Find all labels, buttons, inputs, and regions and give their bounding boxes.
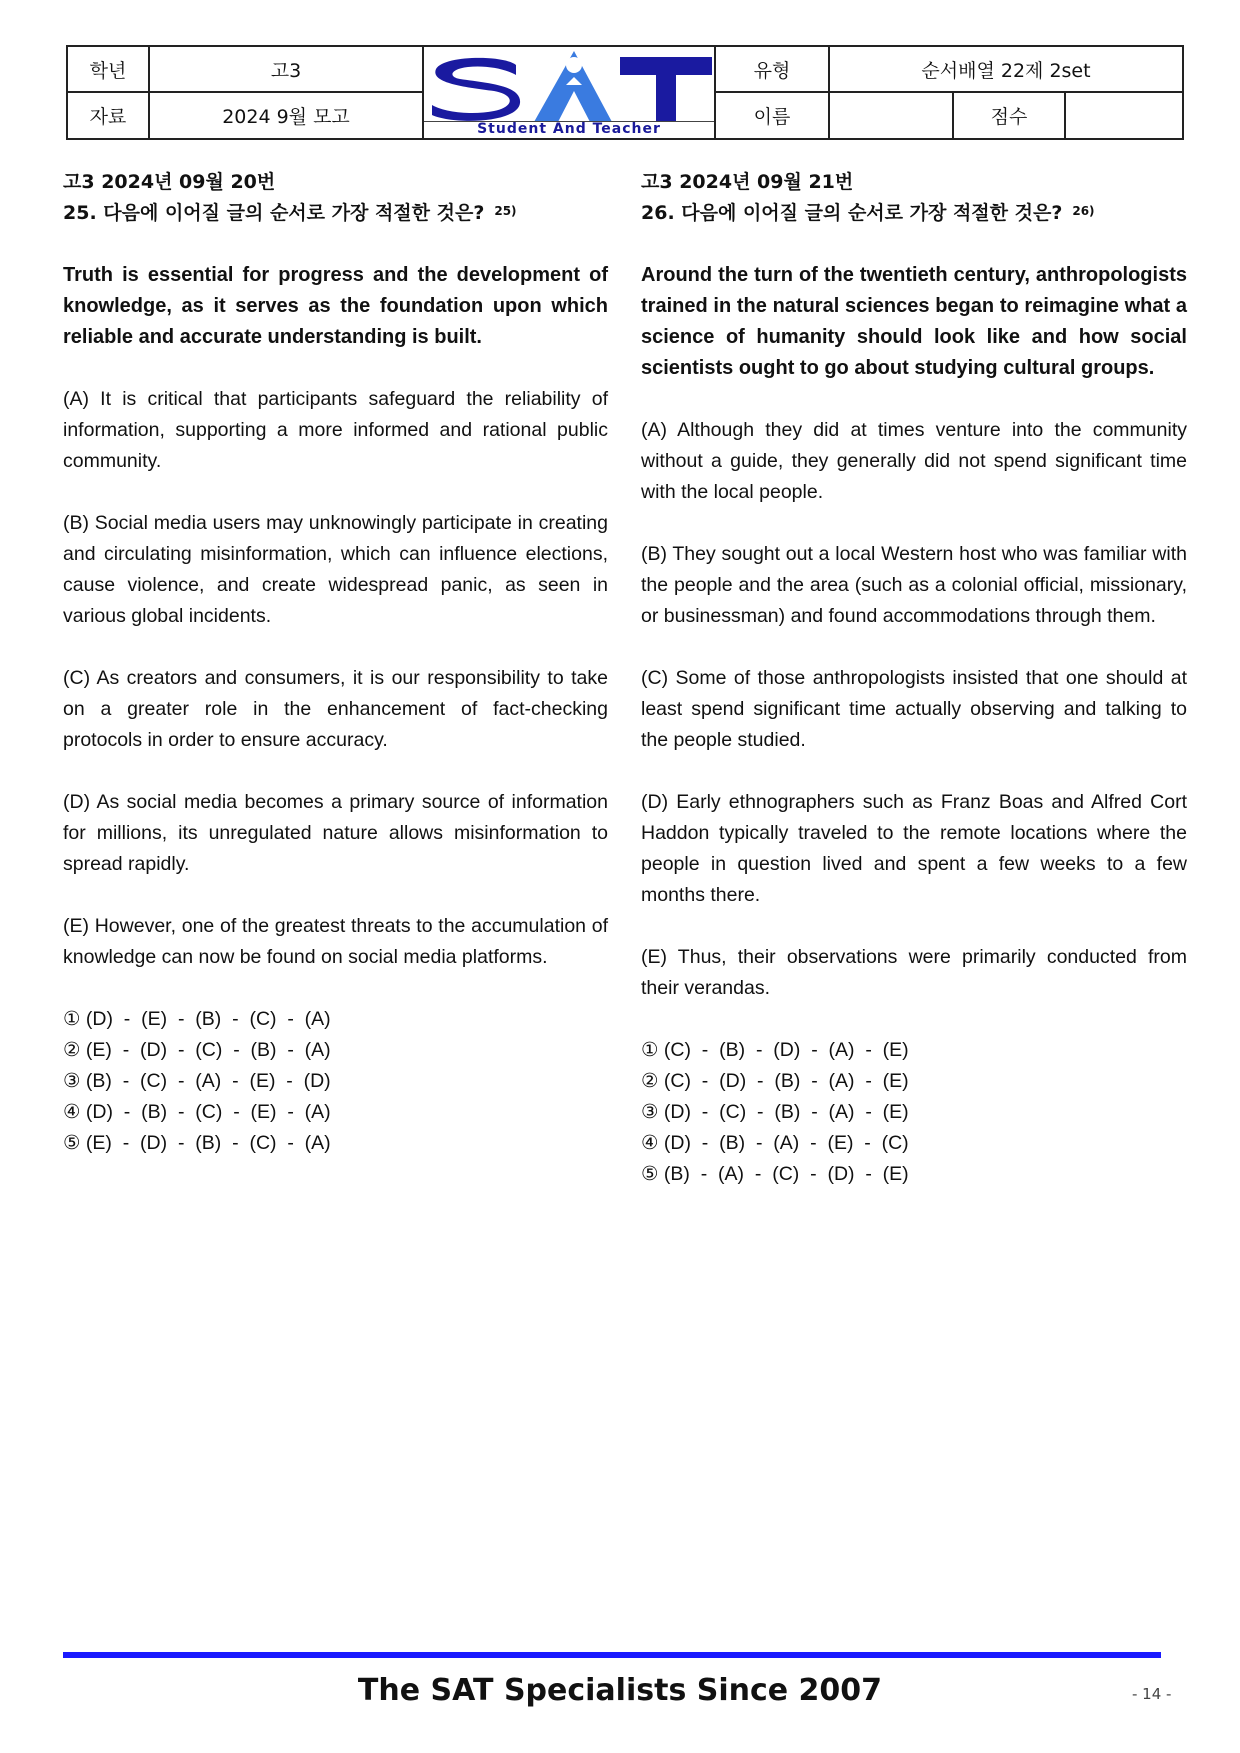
- type-value: 순서배열 22제 2set: [921, 59, 1091, 82]
- sat-logo: [424, 47, 714, 138]
- footnote-marker: 25): [494, 204, 517, 218]
- question-title: [641, 197, 1187, 228]
- header-table: [66, 45, 1184, 140]
- footer-rule: [63, 1652, 1161, 1658]
- paragraph-a: (A) Although they did at times venture into the community without a guide, they generally did not spend significant time with the local people.: [641, 419, 1187, 503]
- paragraph-c: (C) Some of those anthropologists insisted that one should at least spend significant time actually observing and talking to the people studied.: [641, 667, 1187, 751]
- paragraph-a: (A) It is critical that participants safeguard the reliability of information, supporting a more informed and rational public community.: [63, 388, 608, 472]
- intro-passage: Around the turn of the twentieth century, anthropologists trained in the natural sciences began to reimagine what a science of humanity should look like and how social scientists ought to go about studying cultural groups.: [641, 264, 1187, 379]
- choice-4[interactable]: ④ (D) - (B) - (A) - (E) - (C): [641, 1132, 909, 1154]
- answer-choices: [641, 1035, 1187, 1190]
- paragraph-d: (D) As social media becomes a primary source of information for millions, its unregulated nature allows misinformation to spread rapidly.: [63, 791, 608, 875]
- choice-4[interactable]: ④ (D) - (B) - (C) - (E) - (A): [63, 1101, 331, 1123]
- type-label: 유형: [753, 59, 791, 82]
- paragraph-e: (E) Thus, their observations were primarily conducted from their verandas.: [641, 946, 1187, 999]
- choice-1[interactable]: ① (D) - (E) - (B) - (C) - (A): [63, 1008, 331, 1030]
- question-source: 고3 2024년 09월 20번: [63, 171, 276, 193]
- choice-2[interactable]: ② (E) - (D) - (C) - (B) - (A): [63, 1039, 331, 1061]
- paragraph-b: (B) They sought out a local Western host who was familiar with the people and the area (such as a colonial official, missionary, or businessman) and found accommodations through them.: [641, 543, 1187, 627]
- score-label: 점수: [990, 106, 1028, 128]
- choice-5[interactable]: ⑤ (E) - (D) - (B) - (C) - (A): [63, 1132, 331, 1154]
- material-value: 2024 9월 모고: [222, 106, 350, 128]
- choice-2[interactable]: ② (C) - (D) - (B) - (A) - (E): [641, 1070, 909, 1092]
- paragraph-d: (D) Early ethnographers such as Franz Boas and Alfred Cort Haddon typically traveled to the remote locations where the people in question lived and spent a few weeks to a few months there.: [641, 791, 1187, 906]
- choice-3[interactable]: ③ (D) - (C) - (B) - (A) - (E): [641, 1101, 909, 1123]
- choice-5[interactable]: ⑤ (B) - (A) - (C) - (D) - (E): [641, 1163, 909, 1185]
- score-field[interactable]: [1066, 93, 1182, 138]
- paragraph-b: (B) Social media users may unknowingly participate in creating and circulating misinformation, which can influence elections, cause violence, and create widespread panic, as seen in various global incidents.: [63, 512, 608, 627]
- question-source: 고3 2024년 09월 21번: [641, 171, 854, 193]
- name-field[interactable]: [830, 93, 952, 138]
- choice-3[interactable]: ③ (B) - (C) - (A) - (E) - (D): [63, 1070, 331, 1092]
- question-title-text: 26. 다음에 이어질 글의 순서로 가장 적절한 것은?: [641, 202, 1063, 224]
- name-label: 이름: [753, 106, 791, 128]
- page-number: - 14 -: [1132, 1685, 1172, 1703]
- question-26: [641, 168, 1187, 1190]
- intro-passage: Truth is essential for progress and the development of knowledge, as it serves as the foundation upon which reliable and accurate understanding is built.: [63, 264, 608, 348]
- footer-slogan: The SAT Specialists Since 2007: [357, 1673, 883, 1708]
- grade-label: 학년: [89, 59, 127, 82]
- answer-choices: [63, 1004, 608, 1159]
- question-title: [63, 197, 608, 228]
- grade-value: 고3: [270, 59, 302, 82]
- choice-1[interactable]: ① (C) - (B) - (D) - (A) - (E): [641, 1039, 909, 1061]
- paragraph-e: (E) However, one of the greatest threats to the accumulation of knowledge can now be found on social media platforms.: [63, 915, 608, 968]
- question-25: [63, 168, 608, 1159]
- sat-logo-graphic: [424, 47, 714, 122]
- logo-caption: Student And Teacher: [424, 121, 714, 138]
- question-title-text: 25. 다음에 이어질 글의 순서로 가장 적절한 것은?: [63, 202, 485, 224]
- paragraph-c: (C) As creators and consumers, it is our responsibility to take on a greater role in the enhancement of fact-checking protocols in order to ensure accuracy.: [63, 667, 608, 751]
- material-label: 자료: [89, 106, 127, 128]
- footnote-marker: 26): [1072, 204, 1095, 218]
